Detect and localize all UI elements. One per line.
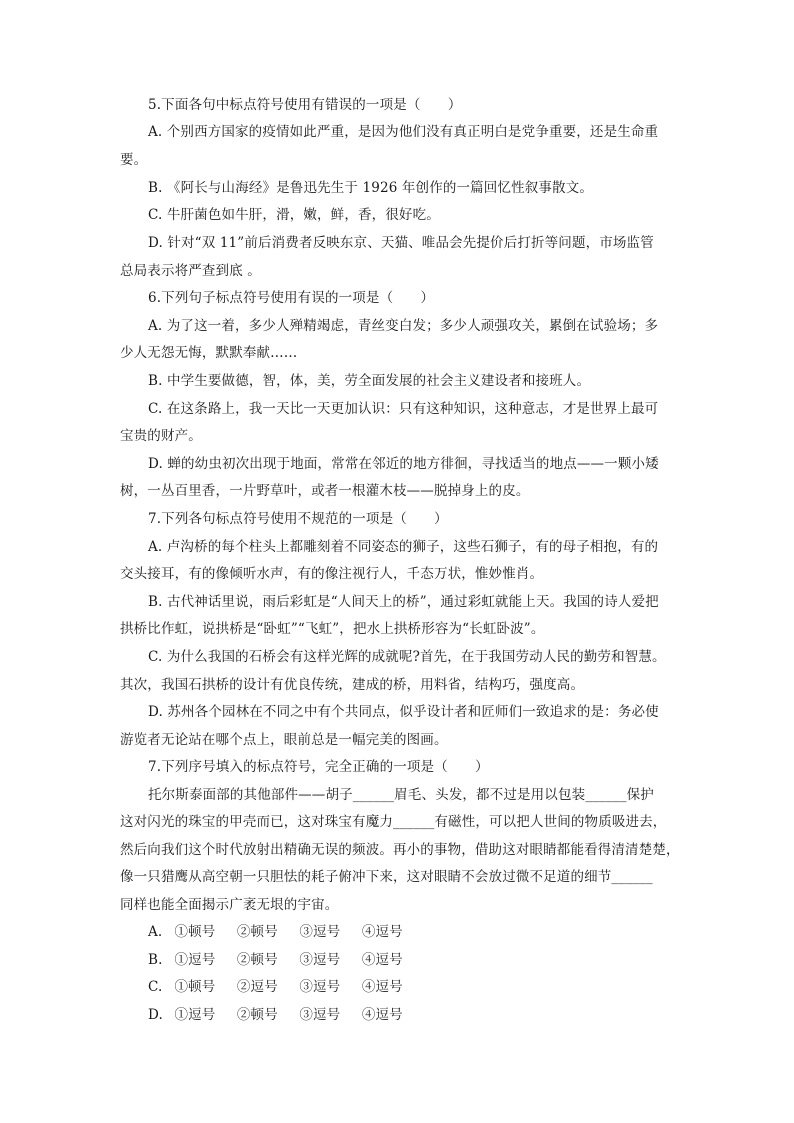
question-7-option-a: A. 卢沟桥的每个柱头上都雕刻着不同姿态的狮子，这些石狮子，有的母子相抱，有的 <box>148 539 659 555</box>
question-6-option-c: C. 在这条路上，我一天比一天更加认识：只有这种知识，这种意志，才是世界上最可 <box>148 401 659 417</box>
question-5-option-d: D. 针对“双 11”前后消费者反映东京、天猫、唯品会先提价后打折等问题，市场监管 <box>148 235 654 251</box>
question-7-option-b-cont: 拱桥比作虹，说拱桥是“卧虹”“飞虹”，把水上拱桥形容为“长虹卧波”。 <box>120 621 545 637</box>
choice-c-item-3: ③逗号 <box>299 979 341 995</box>
passage-line-3: 然后向我们这个时代放射出精确无误的频波。再小的事物，借助这对眼睛都能看得清清楚楚， <box>120 842 680 858</box>
choice-b-item-4: ④逗号 <box>361 952 403 968</box>
question-6-option-b: B. 中学生要做德，智，体，美，劳全面发展的社会主义建设者和接班人。 <box>148 373 591 389</box>
question-6-option-d-cont: 树，一丛百里香，一片野草叶，或者一根灌木枝——脱掉身上的皮。 <box>120 483 530 499</box>
choice-d-item-4: ④逗号 <box>361 1007 403 1023</box>
choice-b-label: B. <box>148 952 163 968</box>
question-5-stem: 5.下面各句中标点符号使用有错误的一项是（ ） <box>148 97 462 113</box>
passage-line-2: 这对闪光的珠宝的甲壳而已，这对珠宝有魔力______有磁性，可以把人世间的物质吸进去， <box>120 814 667 830</box>
choice-d <box>148 1006 403 1024</box>
choice-a <box>148 923 403 941</box>
choice-c-item-4: ④逗号 <box>361 979 403 995</box>
question-7-option-c: C. 为什么我国的石桥会有这样光辉的成就呢?首先，在于我国劳动人民的勤劳和智慧。 <box>148 649 666 665</box>
question-7-option-a-cont: 交头接耳，有的像倾听水声，有的像注视行人，千态万状，惟妙惟肖。 <box>120 566 544 582</box>
question-8-stem: 7.下列序号填入的标点符号，完全正确的一项是（ ） <box>148 759 489 775</box>
question-5-option-c: C. 牛肝菌色如牛肝，滑，嫩，鲜，香，很好吃。 <box>148 207 440 223</box>
choice-b-item-2: ②顿号 <box>236 952 278 968</box>
question-7-option-b: B. 古代神话里说，雨后彩虹是“人间天上的桥”，通过彩虹就能上天。我国的诗人爱把 <box>148 594 659 610</box>
choice-b <box>148 951 403 969</box>
choice-c-label: C. <box>148 979 163 995</box>
question-5-option-a: A. 个别西方国家的疫情如此严重，是因为他们没有真正明白是党争重要，还是生命重 <box>148 124 659 140</box>
passage-line-4: 像一只猎鹰从高空朝一只胆怯的耗子俯冲下来，这对眼睛不会放过微不足道的细节______ <box>120 869 653 885</box>
question-6-option-c-cont: 宝贵的财产。 <box>120 428 202 444</box>
choice-b-item-3: ③逗号 <box>299 952 341 968</box>
question-7-option-d: D. 苏州各个园林在不同之中有个共同点，似乎设计者和匠师们一致追求的是：务必使 <box>148 704 659 720</box>
choice-b-item-1: ①逗号 <box>174 952 216 968</box>
choice-a-label: A. <box>148 924 163 940</box>
question-5-option-b: B. 《阿长与山海经》是鲁迅先生于 1926 年创作的一篇回忆性叙事散文。 <box>148 180 593 196</box>
question-7-option-c-cont: 其次，我国石拱桥的设计有优良传统，建成的桥，用料省，结构巧，强度高。 <box>120 677 585 693</box>
choice-a-item-3: ③逗号 <box>299 924 341 940</box>
question-7-option-d-cont: 游览者无论站在哪个点上，眼前总是一幅完美的图画。 <box>120 732 448 748</box>
choice-c-item-2: ②逗号 <box>236 979 278 995</box>
choice-c-item-1: ①顿号 <box>174 979 216 995</box>
passage-line-1: 托尔斯泰面部的其他部件——胡子______眉毛、头发，都不过是用以包装______保护 <box>148 787 654 803</box>
choice-d-item-2: ②顿号 <box>236 1007 278 1023</box>
choice-d-item-3: ③逗号 <box>299 1007 341 1023</box>
question-6-stem: 6.下列句子标点符号使用有误的一项是（ ） <box>148 290 435 306</box>
choice-a-item-1: ①顿号 <box>174 924 216 940</box>
question-6-option-a: A. 为了这一着，多少人殚精竭虑，青丝变白发；多少人顽强攻关，累倒在试验场；多 <box>148 318 659 334</box>
question-7-stem: 7.下列各句标点符号使用不规范的一项是（ ） <box>148 511 448 527</box>
choice-a-item-4: ④逗号 <box>361 924 403 940</box>
choice-a-item-2: ②顿号 <box>236 924 278 940</box>
choice-d-item-1: ①逗号 <box>174 1007 216 1023</box>
question-5-option-a-cont: 要。 <box>120 152 148 168</box>
question-6-option-a-cont: 少人无怨无悔，默默奉献…… <box>120 345 298 361</box>
choice-d-label: D. <box>148 1007 163 1023</box>
passage-line-5: 同样也能全面揭示广袤无垠的宇宙。 <box>120 897 339 913</box>
question-6-option-d: D. 蝉的幼虫初次出现于地面，常常在邻近的地方徘徊，寻找适当的地点——一颗小矮 <box>148 456 659 472</box>
choice-c <box>148 978 403 996</box>
question-5-option-d-cont: 总局表示将严查到底 。 <box>120 263 261 279</box>
